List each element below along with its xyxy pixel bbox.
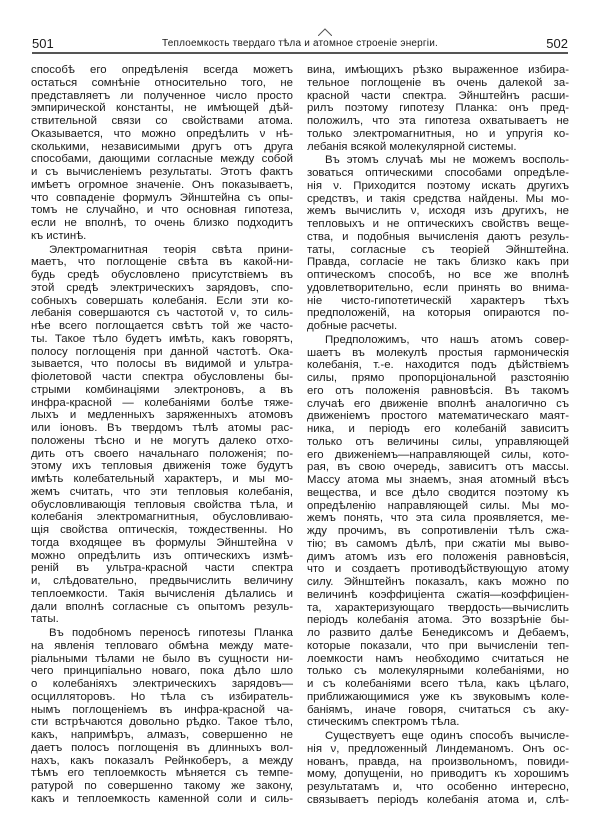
text-line: представляетъ ли полученное число просто <box>31 89 293 102</box>
text-line: нія ν, предложенный Линдеманомъ. Онъ ос- <box>307 742 569 755</box>
text-line: этому ихъ тепловыя движенія тоже будутъ <box>31 460 293 473</box>
text-line: движеніемъ простого математическаго маят- <box>307 410 569 423</box>
text-line: сти встрѣчаются довольно рѣдко. Такое тѣло, <box>31 716 293 729</box>
text-line: его движеніемъ—направляющей силы, кото- <box>307 448 569 461</box>
text-line: о колебаніяхъ электрическихъ зарядовъ— <box>31 678 293 690</box>
text-line: или іоновъ. Въ твердомъ тѣлѣ атомы рас- <box>31 422 293 434</box>
page-number-right: 502 <box>546 36 568 51</box>
text-line: нымъ поглощеніемъ въ инфра-красной ча- <box>31 703 293 716</box>
text-line: ства, и подобныя вычисленія даютъ резуль- <box>307 230 569 243</box>
text-line: предположеній, на которыя опираются по- <box>307 307 569 320</box>
text-line: жемъ понять, что эта сила проявляется, ме- <box>307 512 569 525</box>
text-line: Предположимъ, что нашъ атомъ совер- <box>325 333 569 346</box>
text-line: что и создаетъ противодѣйствующую атому <box>307 563 569 576</box>
running-title: Теплоемкость твердаго тѣла и атомное строеніе энергіи. <box>162 38 438 49</box>
text-line: результатамъ и, что особенно интересно, <box>307 781 569 793</box>
text-line: лыхъ и медленныхъ заряженныхъ атомовъ <box>31 409 293 422</box>
text-line: можно опредѣлить изъ оптическихъ измѣ- <box>31 549 293 562</box>
text-line: жемъ вычислить ν, исходя изъ другихъ, не <box>307 205 569 218</box>
text-line: ника, и періодъ его колебаній зависитъ <box>307 423 569 435</box>
text-line: опредѣленію направляющей силы. Мы мо- <box>307 499 569 512</box>
text-line: которые показали, что при вычисленіи теп- <box>307 639 569 652</box>
text-line: лебанія всякой молекулярной системы. <box>307 140 517 153</box>
left-column <box>31 64 293 807</box>
text-line: томъ не случайно, и что основная гипотеза, <box>31 204 293 217</box>
text-line: лебанія совершаются съ частотой ν, то силь- <box>31 307 293 320</box>
running-header <box>32 36 568 54</box>
text-line: положилъ, что эта гипотеза охватываетъ не <box>307 115 569 127</box>
text-line: только отъ величины силы, управляющей <box>307 435 569 448</box>
page-number-left: 501 <box>32 36 54 51</box>
text-line: тію; въ самомъ дѣлѣ, при сжатіи мы выво- <box>307 537 569 550</box>
text-line: осцилляторовъ. Но тѣла съ избиратель- <box>31 690 293 703</box>
text-line: нія ν. Приходится поэтому искать другихъ <box>307 179 569 192</box>
text-line: силы, прямо пропорціональной разстоянію <box>307 372 569 384</box>
text-line: нахъ, какъ показалъ Рейнкоберъ, а между <box>31 754 293 767</box>
paragraph <box>31 244 293 627</box>
text-line: собныхъ совершать колебанія. Если эти ко- <box>31 294 293 307</box>
text-line: этой средѣ электрическихъ зарядовъ, спо- <box>31 281 293 294</box>
paragraph <box>307 730 569 807</box>
text-line: зывается, что полосы въ видимой и ультра- <box>31 358 293 371</box>
text-line: стическимъ спектромъ тѣла. <box>307 716 460 729</box>
text-line: и, слѣдовательно, предвычислить величину <box>31 575 293 587</box>
text-line: фіолетовой части спектра обусловлены бы- <box>31 371 293 383</box>
text-line: даетъ полосъ поглощенія въ длинныхъ вол- <box>31 741 293 754</box>
text-line: дить отъ своего начальнаго положенія; по- <box>31 447 293 460</box>
text-line: зоваться оптическими способами опредѣле- <box>307 167 569 179</box>
text-line: ріальными тѣлами не было въ сущности ни- <box>31 652 293 665</box>
text-line: Правда, согласіе не такъ близко какъ при <box>307 256 569 269</box>
text-line: и съ колебаніями всего тѣла, какъ цѣлаго, <box>307 678 569 690</box>
text-line: и съ вычисленіемъ результаты. Этотъ фактъ <box>31 166 293 178</box>
text-line: удовлетворительно, если принять во внима- <box>307 281 569 294</box>
text-line: сколькими, независимыми другъ отъ друга <box>31 140 293 153</box>
text-line: къ истинѣ. <box>31 229 87 242</box>
text-line: красной части спектра. Эйнштейнъ расши- <box>307 89 569 102</box>
text-line: только электромагнитныя, но и упругія ко- <box>307 127 569 140</box>
text-line: величинѣ коэффиціента сжатія—коэффиціен- <box>307 588 569 601</box>
text-line: теплоемкости. Такія вычисленія дѣлались и <box>31 587 293 600</box>
text-line: положены тѣсно и не могутъ далеко отхо- <box>31 434 293 447</box>
text-line: баніямъ, иначе говоря, считаться съ аку- <box>307 703 569 716</box>
text-line: та, характеризующаго твердость—вычислить <box>307 601 569 614</box>
text-line: тогда входящее въ формулы Эйнштейна ν <box>31 536 293 549</box>
paragraph <box>31 64 293 243</box>
text-line: чего принципіально новаго, пока дѣло шло <box>31 665 293 678</box>
text-line: имѣть колебательный характеръ, и мы мо- <box>31 473 293 485</box>
text-line: колебанія, т.-е. находится подъ дѣйствіемъ <box>307 359 569 372</box>
text-line: какъ и теплоемкость каменной соли и силь- <box>31 792 293 805</box>
text-line: ніе чисто-гипотетическій характеръ тѣхъ <box>307 294 569 307</box>
text-line: добные расчеты. <box>307 320 398 332</box>
text-line: связываетъ періодъ колебанія атома и, слѣ- <box>307 793 569 806</box>
text-line: таты. <box>31 613 59 626</box>
text-line: рая, въ свою очередь, зависитъ отъ массы. <box>307 461 569 474</box>
text-line: мому, допущеніи, но приводитъ къ хорошимъ <box>307 768 569 781</box>
text-line: инфра-красной — колебаніями болѣе тяже- <box>31 396 293 409</box>
text-line: какъ, напримѣръ, алмазъ, совершенно не <box>31 729 293 741</box>
text-line: Существуетъ еще одинъ способъ вычисле- <box>325 730 569 742</box>
text-line: ратурой по совершенно такому же закону, <box>31 780 293 792</box>
text-line: если не вполнѣ, то очень близко подходитъ <box>31 217 293 229</box>
text-line: способами, дающими согласные между собой <box>31 153 293 166</box>
text-line: случаѣ его движеніе вполнѣ аналогично съ <box>307 397 569 410</box>
paragraph <box>307 64 569 153</box>
text-line: на явленія тепловаго обмѣна между мате- <box>31 639 293 652</box>
text-line: щія свойства оптическія, тождественны. Но <box>31 524 293 536</box>
text-line: тельное поглощеніе въ очень далекой за- <box>307 76 569 89</box>
text-line: силу. Эйнштейнъ показалъ, какъ можно по <box>307 576 569 588</box>
text-line: стрыми комбинаціями электроновъ, а въ <box>31 383 293 396</box>
text-line: тѣмъ его теплоемкость мѣняется съ темпе- <box>31 767 293 780</box>
text-line: полосу поглощенія при данной частотѣ. Ока- <box>31 345 293 358</box>
text-line: лоемкости намъ необходимо считаться не <box>307 652 569 665</box>
text-line: реній въ ультра-красной части спектра <box>31 562 293 575</box>
text-line: ты. Такое тѣло будетъ имѣть, какъ говорятъ, <box>31 332 293 345</box>
text-line: средствъ, и такія средства найдены. Мы мо- <box>307 192 569 205</box>
text-line: тепловыхъ и не оптическихъ свойствъ веще- <box>307 218 569 230</box>
text-line: нѣе всего поглощается свѣтъ той же часто- <box>31 320 293 332</box>
text-line: ло развито далѣе Бенедиксомъ и Дебаемъ, <box>307 627 569 639</box>
text-line: что совпаденіе формулъ Эйнштейна съ опы- <box>31 191 293 204</box>
text-line: обусловливающія тепловыя свойства тѣла, и <box>31 498 293 511</box>
text-line: Въ этомъ случаѣ мы не можемъ восполь- <box>325 154 569 167</box>
text-line: Оказывается, что можно опредѣлить ν нѣ- <box>31 127 293 140</box>
text-line: димъ атомъ изъ его положенія равновѣсія, <box>307 550 569 563</box>
text-line: вина, имѣющихъ рѣзко выраженное избира- <box>307 64 569 76</box>
text-line: приближающимися уже къ звуковымъ коле- <box>307 690 569 703</box>
text-line: ствительной связи со свойствами атома. <box>31 115 293 127</box>
text-line: вещества, и все дѣло сводится поэтому къ <box>307 486 569 499</box>
text-line: способѣ его опредѣленія всегда можетъ <box>31 64 293 76</box>
text-line: оптическомъ способѣ, но все же вполнѣ <box>307 269 569 281</box>
text-line: только съ молекулярными колебаніями, но <box>307 665 569 678</box>
text-line: жду прочимъ, въ сопротивленіи тѣлъ сжа- <box>307 525 569 537</box>
text-line: будь средѣ обусловлено присутствіемъ въ <box>31 269 293 281</box>
paragraph <box>307 334 569 729</box>
text-line: дали вполнѣ согласные съ опытомъ резуль- <box>31 600 293 613</box>
paragraph <box>307 154 569 333</box>
text-line: рилъ поэтому гипотезу Планка: онъ пред- <box>307 102 569 115</box>
text-line: таты, согласные съ теоріей Эйнштейна. <box>307 243 569 256</box>
text-line: Электромагнитная теорія свѣта прини- <box>49 243 293 256</box>
text-line: нованъ, правда, на произвольномъ, повиди- <box>307 755 569 768</box>
text-line: имѣетъ огромное значеніе. Онъ показываетъ, <box>31 178 293 191</box>
text-line: эмпирической константы, не имѣющей дѣй- <box>31 102 293 115</box>
right-column <box>307 64 569 808</box>
text-line: маетъ, что поглощеніе свѣта въ какой-ни- <box>31 256 293 269</box>
header-ornament-icon <box>318 28 332 36</box>
text-line: Въ подобномъ переносѣ гипотезы Планка <box>49 627 293 639</box>
text-line: Массу атома мы знаемъ, зная атомный вѣсъ <box>307 474 569 486</box>
text-line: шаетъ въ молекулѣ простыя гармоническія <box>307 346 569 359</box>
text-line: жемъ считать, что эти тепловыя колебанія, <box>31 485 293 498</box>
text-line: колебанія электромагнитныя, обусловливаю- <box>31 511 293 524</box>
text-line: остаться сомнѣніе относительно того, не <box>31 76 293 89</box>
text-line: періодъ колебанія атома. Это воззрѣніе бы- <box>307 614 569 627</box>
paragraph <box>31 627 293 806</box>
text-line: его отъ положенія равновѣсія. Въ такомъ <box>307 384 569 397</box>
